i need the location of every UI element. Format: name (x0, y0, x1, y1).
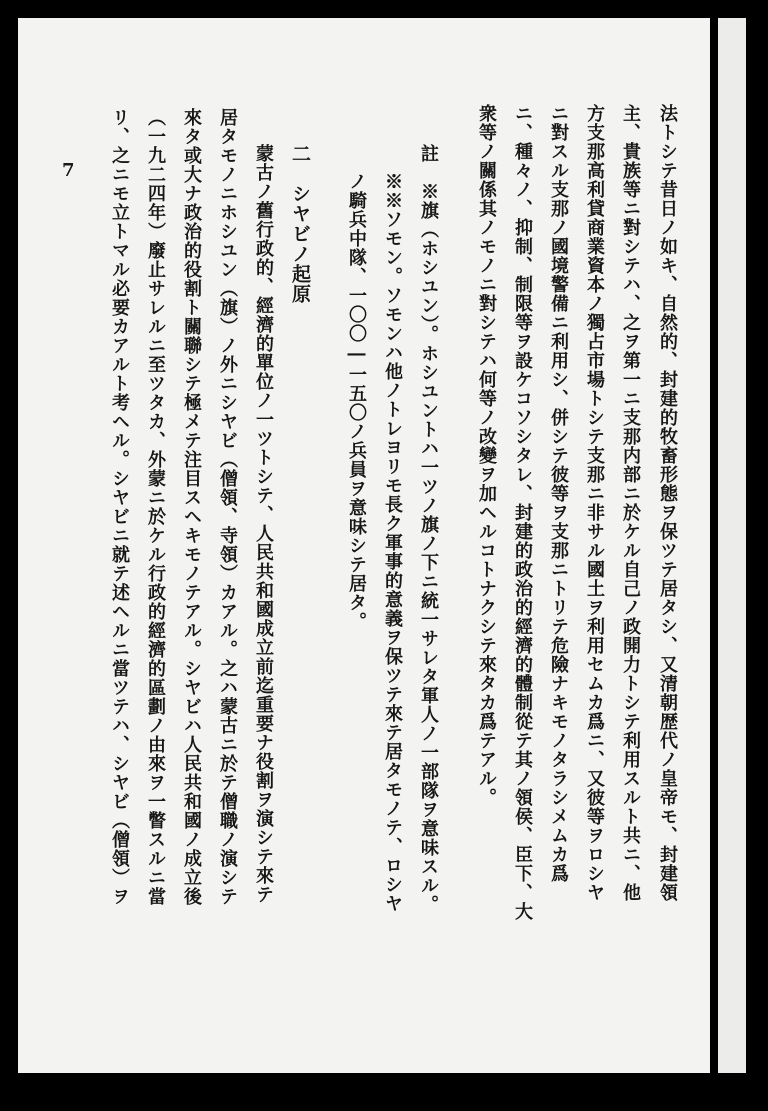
adjacent-page-edge (718, 18, 746, 1073)
text-line-6: 衆等ノ關係其ノモノニ對シテハ何等ノ改變ヲ加ヘルコトナクシテ來タカ爲テアル。 (476, 104, 497, 807)
text-line-3: 方支那高利貸商業資本ノ獨占市場トシテ支那ニ非サル國土ヲ利用セムカ爲ニ、又彼等ヲロシヤ (584, 104, 605, 902)
note-line-2: ※※ソモン。ソモンハ他ノトレヨリモ長ク軍事的意義ヲ保ツテ來テ居タモノテ、ロシヤ (382, 172, 403, 913)
text-line-2: 主、貴族等ニ對シテハ、之ヲ第一ニ支那内部ニ於ケル自己ノ政開力トシテ利用スルト共ニ、他 (620, 104, 641, 902)
text-line-9: 來タ或大ナ政治的役割ト關聯シテ極メテ注目スヘキモノテアル。シヤビハ人民共和國ノ成立後 (181, 108, 202, 906)
text-line-7: 蒙古ノ舊行政的、經濟的單位ノ一ツトシテ、人民共和國成立前迄重要ナ役割ヲ演シテ來テ (253, 144, 274, 904)
note-line-3: ノ騎兵中隊、一〇〇―一五〇ノ兵員ヲ意味シテ居タ。 (346, 172, 367, 631)
page-number: 7 (62, 160, 75, 181)
text-line-5: ニ、種々ノ、抑制、制限等ヲ設ケコソシタレ、封建的政治的經濟的體制從テ其ノ領侯、臣下、大 (512, 104, 533, 921)
text-line-1: 法トシテ昔日ノ如キ、自然的、封建的牧畜形態ヲ保ツテ居タシ、又清朝歴代ノ皇帝モ、封建領 (657, 104, 678, 902)
text-line-11: リ、之ニモ立トマル必要カアルト考ヘル。シヤビニ就テ述ヘルニ當ツテハ、シヤビ（僧領）ヲ (109, 108, 130, 906)
text-line-8: 居タモノニホシユン（旗）ノ外ニシヤビ（僧領、寺領）カアル。之ハ蒙古ニ於テ僧職ノ演シテ (217, 108, 238, 906)
document-page (18, 18, 710, 1073)
note-line-1: 註 ※旗（ホシユン）。ホシユントハ一ツノ旗ノ下ニ統一サレタ軍人ノ一部隊ヲ意味スル。 (418, 144, 439, 914)
section-heading: 二 シヤビノ起原 (289, 144, 311, 304)
text-line-4: ニ對スル支那ノ國境警備ニ利用シ、併シテ彼等ヲ支那ニトリテ危險ナキモノタラシメムカ爲 (548, 104, 569, 883)
text-line-10: （一九二四年）廢止サレルニ至ツタカ、外蒙ニ於ケル行政的經濟的區劃ノ由來ヲ一瞥スルニ當 (145, 108, 166, 906)
